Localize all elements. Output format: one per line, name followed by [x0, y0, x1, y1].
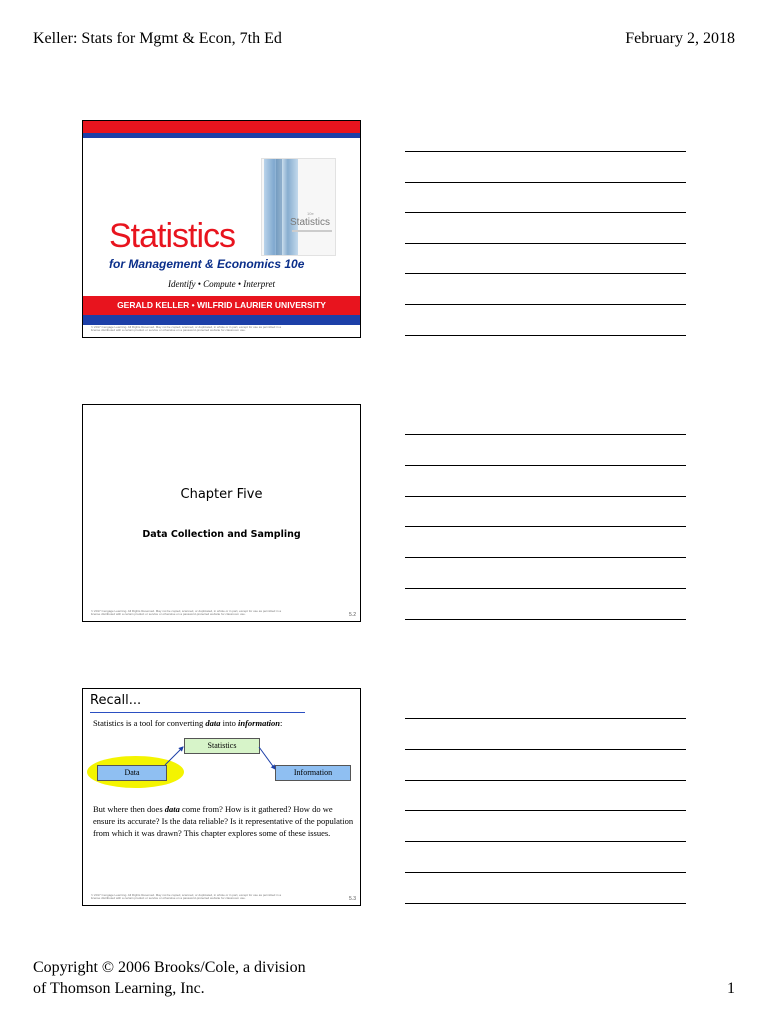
document-header-date: February 2, 2018 — [625, 30, 735, 47]
notes-line — [405, 903, 686, 904]
notes-line — [405, 182, 686, 183]
body-paragraph — [93, 803, 355, 839]
blue-top-bar — [83, 133, 360, 138]
data-box: Data — [97, 765, 167, 781]
document-header-title: Keller: Stats for Mgmt & Econ, 7th Ed — [33, 30, 282, 47]
blue-bottom-bar — [83, 315, 360, 325]
notes-line — [405, 619, 686, 620]
notes-line — [405, 588, 686, 589]
information-box: Information — [275, 765, 351, 781]
footer-line: of Thomson Learning, Inc. — [33, 980, 205, 997]
notes-line — [405, 273, 686, 274]
arrow-statistics-to-information — [259, 747, 275, 769]
notes-line — [405, 335, 686, 336]
notes-line — [405, 718, 686, 719]
notes-line — [405, 557, 686, 558]
cover-edition: 10e — [307, 211, 314, 216]
chapter-title: Chapter Five — [180, 487, 263, 502]
slide-2-chapter — [82, 404, 361, 622]
book-cover-image — [261, 158, 336, 256]
slide-3-recall — [82, 688, 361, 906]
cover-title: Statistics — [290, 217, 331, 228]
slide-1-title — [82, 120, 361, 338]
notes-line — [405, 212, 686, 213]
red-top-bar — [83, 121, 360, 133]
notes-line — [405, 304, 686, 305]
intro-text: : — [280, 718, 283, 728]
paragraph-text: come from? How is it gathered? How do we ensure its accurate? Is the data reliable? Is it representative of the population from which it was drawn? This chapter explores some of these issues. — [93, 804, 354, 838]
notes-line — [405, 151, 686, 152]
copyright-fine-print — [91, 610, 330, 616]
notes-line — [405, 465, 686, 466]
notes-line — [405, 810, 686, 811]
intro-data-emphasis: data — [205, 718, 221, 728]
slide-1-heading: Statistics — [109, 217, 236, 255]
notes-line — [405, 872, 686, 873]
slide-number: 5.2 — [349, 612, 356, 618]
slide-1-tagline: Identify • Compute • Interpret — [168, 279, 275, 289]
notes-line — [405, 749, 686, 750]
cover-building-shadow — [276, 159, 282, 255]
intro-text: into — [220, 718, 238, 728]
chapter-subtitle: Data Collection and Sampling — [142, 529, 301, 540]
intro-information-emphasis: information — [237, 718, 281, 728]
copyright-fine-print — [91, 894, 330, 900]
fine-print-line: © 2017 Cengage Learning. All Rights Reserved. May not be copied, scanned, or duplicated, in whole or in part, except for use as permitted in a — [91, 326, 281, 329]
cover-subtitle-rule — [292, 230, 332, 232]
fine-print-line: license distributed with a certain product or service or otherwise on a password-protected website for classroom use. — [91, 328, 246, 332]
notes-line — [405, 780, 686, 781]
slide-3-heading: Recall... — [90, 693, 142, 708]
document-footer-copyright — [33, 957, 306, 999]
notes-line — [405, 243, 686, 244]
paragraph-data-emphasis: data — [164, 804, 180, 814]
page-number: 1 — [727, 980, 735, 997]
notes-line — [405, 526, 686, 527]
fine-print-line: license distributed with a certain product or service or otherwise on a password-protected website for classroom use. — [91, 612, 246, 616]
fine-print-line: © 2017 Cengage Learning. All Rights Reserved. May not be copied, scanned, or duplicated, in whole or in part, except for use as permitted in a — [91, 894, 281, 897]
fine-print-line: license distributed with a certain product or service or otherwise on a password-protected website for classroom use. — [91, 896, 246, 900]
footer-line: Copyright © 2006 Brooks/Cole, a division — [33, 959, 306, 976]
paragraph-text: But where then does — [93, 804, 165, 814]
copyright-fine-print — [91, 326, 330, 332]
fine-print-line: © 2017 Cengage Learning. All Rights Reserved. May not be copied, scanned, or duplicated, in whole or in part, except for use as permitted in a — [91, 610, 281, 613]
slide-1-subtitle: for Management & Economics 10e — [109, 257, 305, 271]
notes-line — [405, 841, 686, 842]
notes-line — [405, 434, 686, 435]
arrow-data-to-statistics — [165, 747, 183, 765]
notes-line — [405, 496, 686, 497]
statistics-box: Statistics — [184, 738, 260, 754]
authors-banner: GERALD KELLER • WILFRID LAURIER UNIVERSITY — [83, 296, 360, 315]
flow-arrows — [83, 689, 360, 905]
slide-number: 5.3 — [349, 896, 356, 902]
intro-text: Statistics is a tool for converting — [93, 718, 206, 728]
